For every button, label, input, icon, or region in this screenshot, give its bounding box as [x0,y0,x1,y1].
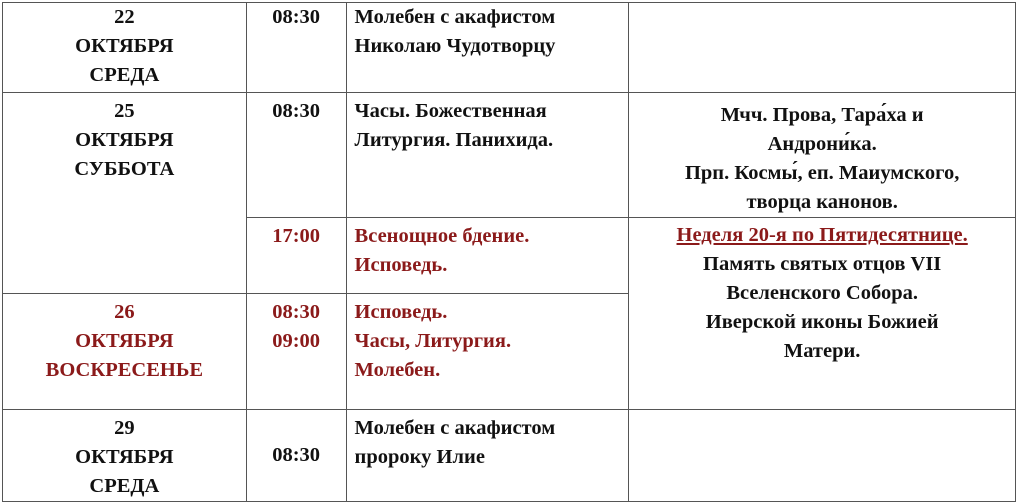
date-weekday: ВОСКРЕСЕНЬЕ [45,359,204,381]
date-cell [3,93,247,294]
feast-line: Иверской иконы Божией [705,311,939,333]
date-day: 22 [114,6,135,28]
service-line: Всенощное бдение. [354,225,530,247]
feast-line: Прп. Космы́, еп. Маиумского, [684,162,960,184]
date-cell [3,410,247,502]
date-weekday: СРЕДА [89,475,160,497]
service-time: 09:00 [272,330,321,352]
feast-cell [629,410,1016,502]
table-row [3,3,1016,93]
service-cell [346,410,629,502]
date-month: ОКТЯБРЯ [75,446,174,468]
time-cell [246,294,346,410]
time-cell [246,3,346,93]
time-cell [246,410,346,502]
date-cell [3,3,247,93]
service-cell [346,218,629,294]
service-cell [346,3,629,93]
service-time: 08:30 [272,444,321,466]
feast-line: Мчч. Прова, Тара́ха и [720,104,924,126]
date-weekday: СУББОТА [74,158,175,180]
date-month: ОКТЯБРЯ [75,129,174,151]
feast-line: Память святых отцов VII [703,253,942,275]
feast-line: Вселенского Собора. [726,282,918,304]
time-cell [246,218,346,294]
service-cell [346,93,629,218]
schedule-table [2,2,1016,502]
service-time: 08:30 [272,6,321,28]
feast-line: Матери. [783,340,861,362]
service-line: Исповедь. [354,301,448,323]
date-day: 29 [114,417,135,439]
feast-title: Неделя 20-я по Пятидесятнице. [676,224,968,246]
service-line: Исповедь. [354,254,448,276]
service-line: пророку Илие [354,446,485,468]
date-month: ОКТЯБРЯ [75,35,174,57]
table-row [3,93,1016,218]
service-time: 08:30 [272,100,321,122]
feast-line: творца канонов. [746,191,898,213]
date-day: 26 [114,301,135,323]
feast-line: Андрони́ка. [767,133,877,155]
service-time: 08:30 [272,301,321,323]
date-weekday: СРЕДА [89,64,160,86]
feast-cell [629,218,1016,410]
service-line: Молебен с акафистом [354,6,556,28]
service-time: 17:00 [272,225,321,247]
service-line: Молебен. [354,359,441,381]
service-line: Молебен с акафистом [354,417,556,439]
date-day: 25 [114,100,135,122]
service-line: Часы, Литургия. [354,330,512,352]
date-month: ОКТЯБРЯ [75,330,174,352]
feast-cell [629,3,1016,93]
service-line: Николаю Чудотворцу [354,35,556,57]
service-cell [346,294,629,410]
table-row [3,410,1016,502]
service-line: Литургия. Панихида. [354,129,554,151]
feast-cell [629,93,1016,218]
time-cell [246,93,346,218]
date-cell [3,294,247,410]
service-line: Часы. Божественная [354,100,547,122]
